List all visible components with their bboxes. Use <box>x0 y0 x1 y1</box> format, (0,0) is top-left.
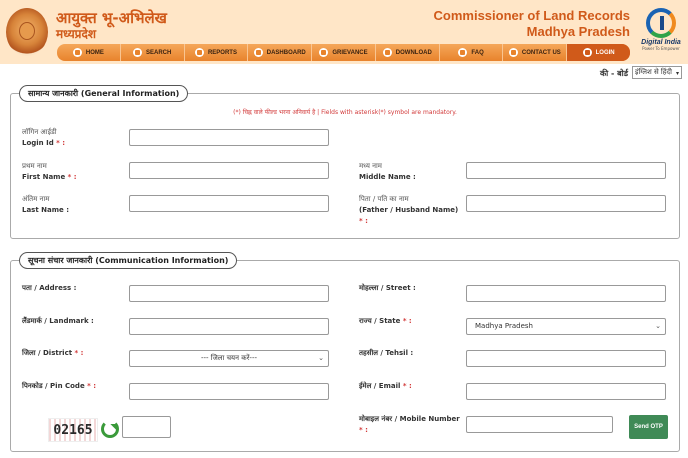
state-label: राज्य / State * : <box>359 317 412 325</box>
first-name-input[interactable] <box>129 162 329 179</box>
faq-icon <box>458 48 467 57</box>
general-info-legend: सामान्य जानकारी (General Information) <box>19 85 188 102</box>
pincode-input[interactable] <box>129 383 329 400</box>
nav-home[interactable]: HOME <box>57 44 121 61</box>
download-icon <box>383 48 392 57</box>
address-label: पता / Address : <box>22 284 77 292</box>
dashboard-icon <box>254 48 263 57</box>
nav-contact-us[interactable]: CONTACT US <box>503 44 567 61</box>
street-input[interactable] <box>466 285 666 302</box>
digital-india-icon <box>646 8 676 38</box>
nav-login[interactable]: LOGIN <box>567 44 630 61</box>
contact-icon <box>509 48 518 57</box>
first-name-label: प्रथम नाम First Name * : <box>22 162 77 181</box>
keyboard-select[interactable]: इंग्लिश से हिंदी ▾ <box>632 66 682 79</box>
site-title-hindi: आयुक्त भू-अभिलेख <box>56 9 167 27</box>
site-subtitle-hindi: मध्यप्रदेश <box>56 27 97 41</box>
mobile-input[interactable] <box>466 416 613 433</box>
refresh-captcha-icon[interactable] <box>101 420 119 438</box>
last-name-label: अंतिम नाम Last Name : <box>22 195 69 214</box>
district-label: जिला / District * : <box>22 349 84 357</box>
captcha-image: 02165 <box>48 418 98 442</box>
father-name-input[interactable] <box>466 195 666 212</box>
father-name-label: पिता / पति का नाम (Father / Husband Name) * : <box>359 195 459 225</box>
keyboard-label: की - बोर्ड <box>599 69 628 78</box>
mp-emblem-logo <box>6 8 48 56</box>
district-select[interactable]: --- जिला चयन करें--- ⌄ <box>129 350 329 367</box>
middle-name-input[interactable] <box>466 162 666 179</box>
chevron-down-icon: ▾ <box>675 70 679 77</box>
login-id-input[interactable] <box>129 129 329 146</box>
grievance-icon <box>319 48 328 57</box>
state-select[interactable]: Madhya Pradesh ⌄ <box>466 318 666 335</box>
send-otp-button[interactable]: Send OTP <box>629 415 668 439</box>
address-input[interactable] <box>129 285 329 302</box>
chevron-down-icon: ⌄ <box>318 354 324 362</box>
home-icon <box>73 48 82 57</box>
nav-search[interactable]: SEARCH <box>121 44 185 61</box>
landmark-label: लैंडमार्क / Landmark : <box>22 317 94 325</box>
middle-name-label: मध्य नाम Middle Name : <box>359 162 416 181</box>
digital-india-logo: Digital India Power To Empower <box>638 8 684 60</box>
search-icon <box>133 48 142 57</box>
street-label: मोहल्ला / Street : <box>359 284 416 292</box>
nav-grievance[interactable]: GRIEVANCE <box>312 44 376 61</box>
login-icon <box>583 48 592 57</box>
nav-download[interactable]: DOWNLOAD <box>376 44 440 61</box>
site-subtitle-english: Madhya Pradesh <box>526 24 630 39</box>
tehsil-input[interactable] <box>466 350 666 367</box>
main-nav <box>57 44 630 61</box>
login-id-label: लॉगिन आईडी Login Id * : <box>22 128 66 147</box>
mandatory-note: (*) चिह्न वाले फील्ड भरना अनिवार्य है | Fields with asterisk(*) symbol are mandatory. <box>233 109 457 116</box>
nav-faq[interactable]: FAQ <box>440 44 504 61</box>
email-input[interactable] <box>466 383 666 400</box>
reports-icon <box>195 48 204 57</box>
site-title-english: Commissioner of Land Records <box>433 8 630 23</box>
tehsil-label: तहसील / Tehsil : <box>359 349 414 357</box>
mobile-label: मोबाइल नंबर / Mobile Number * : <box>359 415 460 434</box>
landmark-input[interactable] <box>129 318 329 335</box>
communication-info-legend: सूचना संचार जानकारी (Communication Information) <box>19 252 237 269</box>
nav-reports[interactable]: REPORTS <box>185 44 249 61</box>
last-name-input[interactable] <box>129 195 329 212</box>
email-label: ईमेल / Email * : <box>359 382 412 390</box>
chevron-down-icon: ⌄ <box>655 322 661 330</box>
nav-dashboard[interactable]: DASHBOARD <box>248 44 312 61</box>
captcha-input[interactable] <box>122 416 171 438</box>
pincode-label: पिनकोड / Pin Code * : <box>22 382 97 390</box>
